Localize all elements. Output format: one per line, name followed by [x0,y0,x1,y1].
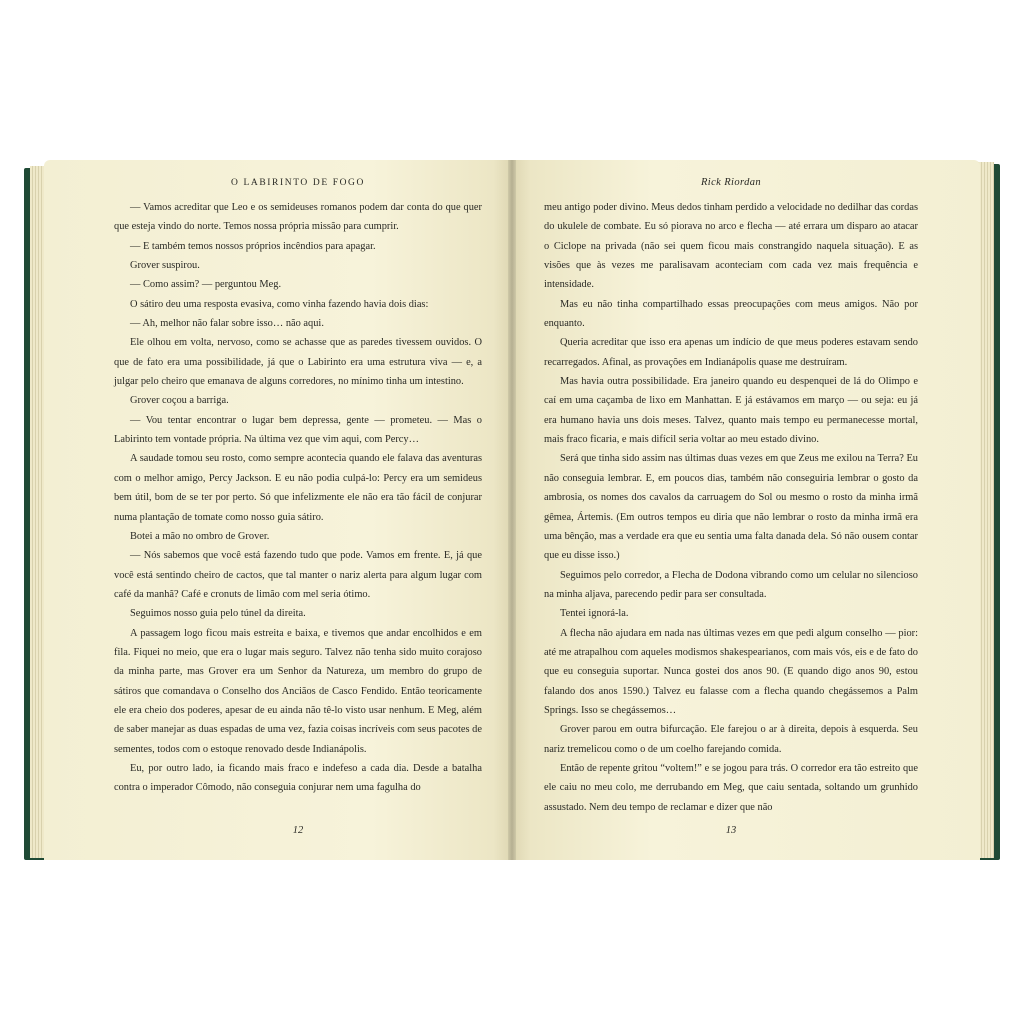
paragraph: Mas havia outra possibilidade. Era janeiro quando eu despenquei de lá do Olimpo e caí em uma caçamba de lixo em Manhattan. E já estávamos em março — ou seja: eu já era humano havia uns dois meses. Talvez, quanto mais tempo eu permanecesse mortal, mais fraco ficaria, e mais difícil seria voltar ao meu estado divino. [544,376,918,446]
right-page [512,160,980,860]
right-page-text [544,198,918,817]
paragraph: Ele olhou em volta, nervoso, como se achasse que as paredes tivessem ouvidos. O que de fato era uma possibilidade, já que o Labirinto era uma estrutura viva — e, a julgar pelo cheiro que emanava de alguns corredores, no mínimo tinha um intestino. [114,337,482,388]
running-head-author: Rick Riordan [700,177,762,188]
paragraph: Grover coçou a barriga. [130,395,229,407]
page-number-right: 13 [725,825,737,836]
paragraph: — Nós sabemos que você está fazendo tudo que pode. Vamos em frente. E, já que você está sentindo cheiro de cactos, que tal manter o nariz alerta para algum lugar com café da manhã? Café e cronuts de limão com mel seria ótimo. [114,550,482,600]
paragraph: O sátiro deu uma resposta evasiva, como vinha fazendo havia dois dias: [130,298,429,310]
paragraph: Mas eu não tinha compartilhado essas preocupações com meus amigos. Não por enquanto. [544,298,918,330]
paragraph: Botei a mão no ombro de Grover. [130,530,270,542]
paragraph: Será que tinha sido assim nas últimas duas vezes em que Zeus me exilou na Terra? Eu não conseguia lembrar. E, em poucos dias, também não conseguiria lembrar o gosto da ambrosia, os nomes dos cavalos da carruagem do Sol ou mesmo o rosto da minha irmã gêmea, Ártemis. (Em outros tempos eu diria que não lembrar o rosto da minha irmã era uma bênção, mas a verdade era que eu sentia uma falta danada dela. Só não ousem contar que eu disse isso.) [544,453,918,562]
left-page [44,160,512,860]
paragraph: meu antigo poder divino. Meus dedos tinham perdido a velocidade no dedilhar das cordas do ukulele de combate. Eu só piorava no arco e flecha — até errara um disparo ao atacar o Ciclope na privada (não sei quem ficou mais constrangido naquela situação). E as visões que às vezes me paralisavam aconteciam com cada vez mais frequência e intensidade. [544,202,918,291]
paragraph: — Vou tentar encontrar o lugar bem depressa, gente — prometeu. — Mas o Labirinto tem vontade própria. Na última vez que vim aqui, com Percy… [114,414,482,446]
running-head-book-title: O LABIRINTO DE FOGO [231,178,365,188]
paragraph: A flecha não ajudara em nada nas últimas vezes em que pedi algum conselho — pior: até me atrapalhou com aqueles modismos shakespearianos, com mais vós, eis e de fato do que eu conseguia suportar. Nunca gostei dos anos 90. (E quando digo anos 90, estou falando dos anos 1590.) Talvez eu falasse com a flecha quando chegássemos a Palm Springs. Isso se chegássemos… [544,627,918,716]
paragraph: — Como assim? — perguntou Meg. [130,279,282,291]
paragraph: Então de repente gritou “voltem!” e se jogou para trás. O corredor era tão estreito que ele caiu no meu colo, me derrubando em Meg, que caiu sentada, soltando um grunhido assustado. Nem deu tempo de reclamar e dizer que não [544,762,918,813]
paragraph: — Ah, melhor não falar sobre isso… não aqui. [130,318,324,330]
paragraph: — Vamos acreditar que Leo e os semideuses romanos podem dar conta do que quer que esteja vindo do norte. Temos nossa própria missão para cumprir. [114,202,482,233]
paragraph: — E também temos nossos próprios incêndios para apagar. [130,240,376,252]
paragraph: Seguimos nosso guia pelo túnel da direita. [130,608,306,620]
left-page-text [114,198,482,798]
paragraph: Seguimos pelo corredor, a Flecha de Dodona vibrando como um celular no silencioso na minha aljava, parecendo pedir para ser consultada. [544,569,918,600]
paragraph: Tentei ignorá-la. [560,608,629,620]
paragraph: Eu, por outro lado, ia ficando mais fraco e indefeso a cada dia. Desde a batalha contra o imperador Cômodo, não conseguia conjurar nem uma fagulha do [114,762,482,794]
paragraph: Queria acreditar que isso era apenas um indício de que meus poderes estavam sendo recarregados. Afinal, as provações em Indianápolis quase me destruíram. [544,337,918,368]
book-gutter [508,160,516,860]
paragraph: A saudade tomou seu rosto, como sempre acontecia quando ele falava das aventuras com o melhor amigo, Percy Jackson. E eu não podia culpá-lo: Percy era um semideus bem útil, bom de se ter por perto. Só que infelizmente ele não era tão fácil de conjurar numa plantação de tomate como nosso guia sátiro. [114,453,482,523]
paragraph: Grover suspirou. [130,260,200,272]
page-number-left: 12 [292,825,304,836]
paragraph: Grover parou em outra bifurcação. Ele farejou o ar à direita, depois à esquerda. Seu nariz tremelicou como o de um coelho farejando comida. [544,724,918,755]
paragraph: A passagem logo ficou mais estreita e baixa, e tivemos que andar encolhidos e em fila. Fiquei no meio, que era o lugar mais seguro. Talvez não tenha sido muito corajoso da minha parte, mas Grover era um Senhor da Natureza, um membro do grupo de sátiros que comandava o Conselho dos Anciãos de Casco Fendido. Então teoricamente ele era cheio dos poderes, apesar de eu ainda não tê-lo visto usar nenhum. E Meg, além de saber manejar as duas espadas de uma vez, fazia coisas incríveis com seus pacotes de sementes, todos com o estoque renovado desde Indianápolis. [114,627,482,755]
